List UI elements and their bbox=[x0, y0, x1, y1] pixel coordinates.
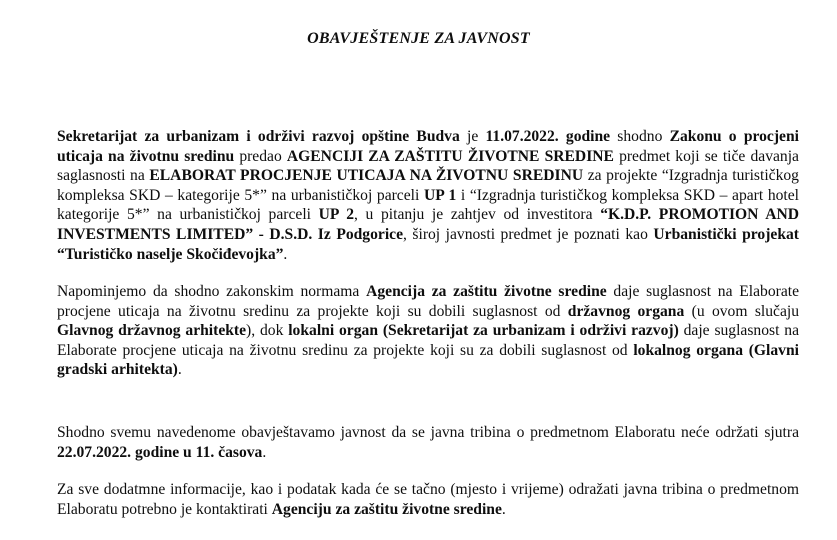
bold-text: Agenciju za zaštitu životne sredine bbox=[271, 500, 502, 518]
bold-text: ELABORAT PROCJENJE UTICAJA NA ŽIVOTNU SREDINU bbox=[149, 167, 584, 185]
text: . bbox=[501, 500, 506, 518]
text: . bbox=[262, 443, 267, 461]
bold-text: Sekretarijat za urbanizam i održivi razvoj opštine Budva bbox=[57, 128, 460, 145]
text: predmet koji se tiče davanja saglasnosti na bbox=[57, 147, 799, 185]
bold-text: 22.07.2022. godine u 11. časova bbox=[57, 443, 263, 461]
text: (u ovom slučaju bbox=[684, 302, 799, 320]
bold-text: 11.07.2022. godine bbox=[485, 128, 611, 145]
bold-text: Agencija za zaštitu životne sredine bbox=[366, 283, 607, 300]
text: shodno bbox=[610, 128, 670, 145]
text: Shodno svemu navedenome obavještavamo javnost da se javna tribina o predmetnom Elaboratu neće održati sjutra bbox=[57, 424, 799, 441]
text: daje suglasnost na Elaborate procjene uticaja na životnu sredinu za projekte koji su dobili suglasnost od bbox=[57, 283, 799, 320]
paragraph-cancellation bbox=[57, 423, 799, 462]
bold-text: lokalni organ (Sekretarijat za urbanizam i održivi razvoj) bbox=[288, 322, 679, 340]
text: , u pitanju je zahtjev od investitora bbox=[354, 206, 601, 224]
text: i “Izgradnja turističkog kompleksa SKD – apart hotel kategorije 5*” na urbanističkoj parceli bbox=[57, 186, 800, 224]
text: Za sve dodatmne informacije, kao i podatak kada će se tačno (mjesto i vrijeme) odražati javna tribina o predmetnom Elaboratu potrebno je kontaktirati bbox=[57, 481, 799, 518]
page-title: OBAVJEŠTENJE ZA JAVNOST bbox=[307, 30, 530, 47]
bold-text: Urbanistički projekat “Turističko naselje Skočiđevojka” bbox=[57, 225, 799, 263]
text: ), dok bbox=[246, 322, 289, 340]
paragraph-submission bbox=[57, 127, 799, 264]
bold-text: Zakonu o procjeni uticaja na životnu sredinu bbox=[57, 128, 799, 165]
text: , široj javnosti predmet je poznati kao bbox=[403, 225, 654, 243]
bold-text: lokalnog organa (Glavni gradski arhitekta) bbox=[57, 341, 799, 379]
text: za projekte “Izgradnja turističkog kompleksa SKD – kategorije 5*” na urbanističkoj parceli bbox=[57, 167, 799, 204]
bold-text: Glavnog državnog arhitekte bbox=[57, 322, 247, 340]
bold-text: UP 1 bbox=[423, 186, 457, 204]
bold-text: AGENCIJI ZA ZAŠTITU ŽIVOTNE SREDINE bbox=[286, 147, 614, 165]
paragraph-contact bbox=[57, 480, 799, 519]
text: je bbox=[459, 128, 486, 145]
text: . bbox=[177, 361, 182, 379]
bold-text: “K.D.P. PROMOTION AND INVESTMENTS LIMITED” - D.S.D. Iz Podgorice bbox=[57, 206, 799, 243]
bold-text: državnog organa bbox=[567, 302, 685, 320]
text: predao bbox=[234, 147, 287, 165]
text: daje suglasnost na Elaborate procjene uticaja na životnu sredinu za projekte koji su za dobili suglasnost od bbox=[57, 322, 799, 359]
bold-text: UP 2 bbox=[318, 206, 354, 224]
text: Napominjemo da shodno zakonskim normama bbox=[57, 283, 367, 300]
text: . bbox=[283, 245, 288, 263]
paragraph-competence bbox=[57, 282, 799, 380]
